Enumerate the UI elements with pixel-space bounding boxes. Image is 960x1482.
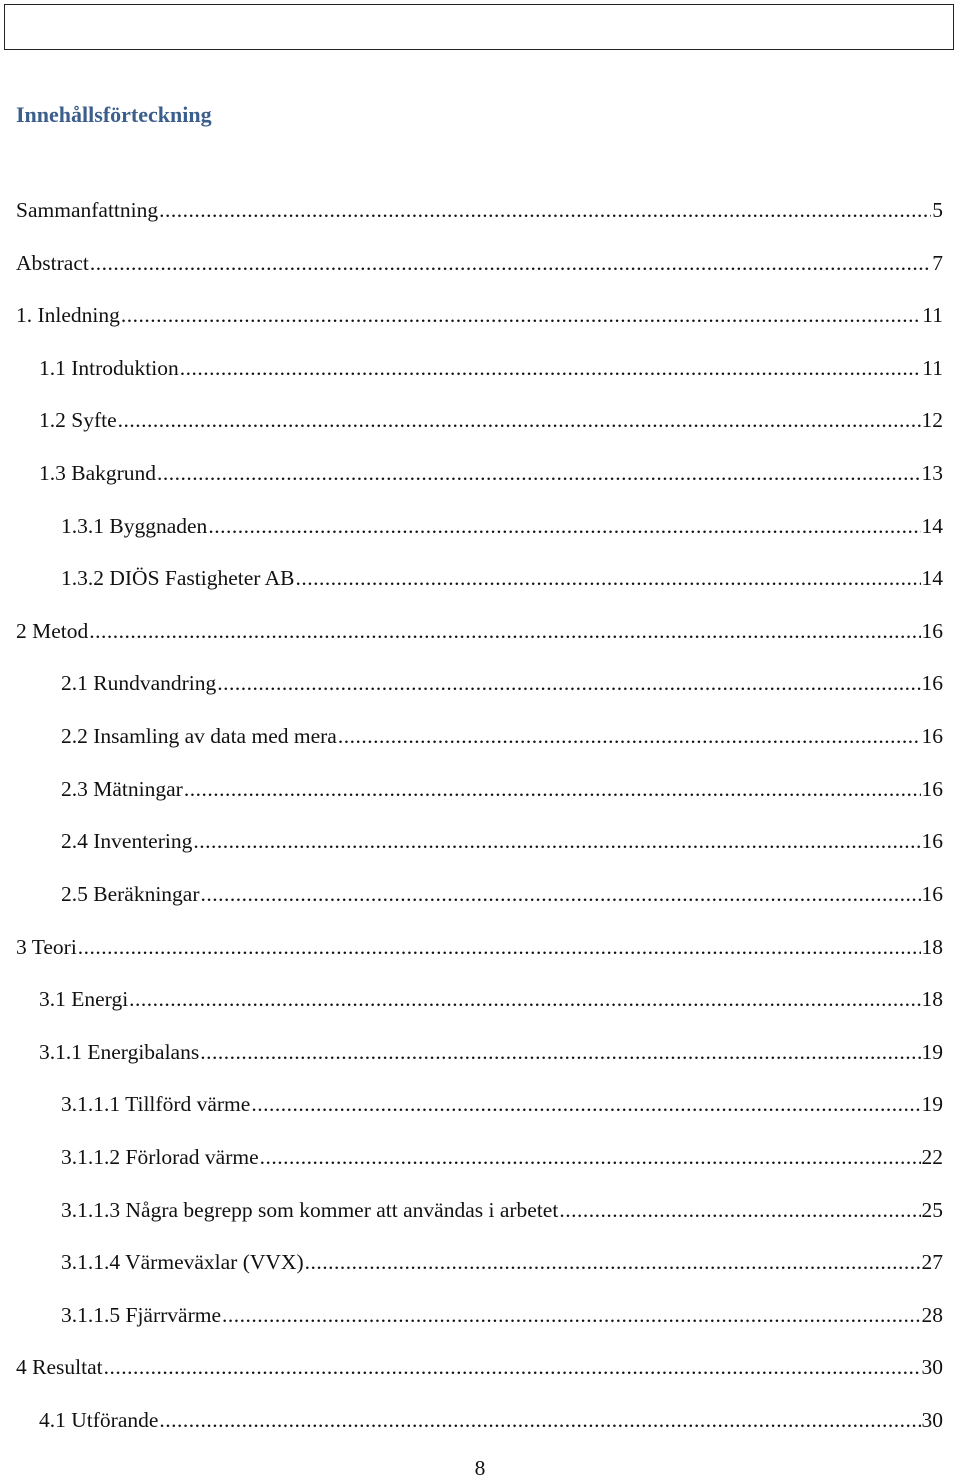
toc-entry-page: 30 [921,1408,943,1432]
toc-entry[interactable] [16,248,943,278]
toc-dot-leader [78,932,921,962]
toc-entry-page: 19 [921,1040,943,1064]
toc-dot-leader [260,1142,921,1172]
toc-entry[interactable] [61,721,943,751]
toc-entry-page: 28 [921,1303,943,1327]
toc-entry-label: 2.2 Insamling av data med mera [61,724,337,748]
toc-dot-leader [559,1195,920,1225]
toc-dot-leader [296,563,921,593]
toc-entry-label: Abstract [16,251,89,275]
toc-dot-leader [89,616,920,646]
toc-entry-label: 2.1 Rundvandring [61,671,217,695]
toc-entry-page: 30 [921,1355,943,1379]
toc-dot-leader [121,300,921,330]
toc-entry[interactable] [61,1142,943,1172]
toc-entry[interactable] [61,1247,943,1277]
toc-dot-leader [157,458,920,488]
toc-entry-page: 16 [921,882,943,906]
toc-dot-leader [201,879,921,909]
toc-entry-label: 1.1 Introduktion [39,356,179,380]
toc-entry[interactable] [61,774,943,804]
toc-dot-leader [200,1037,920,1067]
toc-entry-label: 1. Inledning [16,303,120,327]
toc-entry-page: 13 [921,461,943,485]
toc-entry-page: 22 [921,1145,943,1169]
toc-entry[interactable] [61,1195,943,1225]
toc-entry-label: 1.2 Syfte [39,408,117,432]
toc-dot-leader [184,774,921,804]
toc-entry[interactable] [16,1352,943,1382]
toc-dot-leader [118,405,921,435]
toc-entry-label: 1.3.2 DIÖS Fastigheter AB [61,566,295,590]
toc-entry[interactable] [16,932,943,962]
toc-entry-page: 11 [922,356,943,380]
toc-entry[interactable] [61,1089,943,1119]
toc-entry[interactable] [61,1300,943,1330]
toc-entry[interactable] [16,616,943,646]
toc-title: Innehållsförteckning [16,102,212,127]
toc-entry[interactable] [39,458,943,488]
toc-entry-page: 18 [921,987,943,1011]
toc-dot-leader [338,721,921,751]
toc-entry[interactable] [61,511,943,541]
toc-dot-leader [104,1352,921,1382]
toc-entry-label: 3.1.1.1 Tillförd värme [61,1092,251,1116]
toc-entry-label: 3.1 Energi [39,987,129,1011]
toc-entry-page: 16 [921,671,943,695]
toc-entry-label: 1.3 Bakgrund [39,461,157,485]
toc-entry-page: 18 [921,935,943,959]
toc-entry-page: 16 [921,777,943,801]
toc-entry[interactable] [39,1405,943,1435]
toc-dot-leader [193,826,920,856]
toc-dot-leader [208,511,920,541]
toc-entry-label: 3.1.1.5 Fjärrvärme [61,1303,222,1327]
toc-entry-label: 2.3 Mätningar [61,777,183,801]
toc-dot-leader [251,1089,920,1119]
toc-entry[interactable] [39,984,943,1014]
toc-entry[interactable] [16,300,943,330]
toc-entry-label: 3.1.1.3 Några begrepp som kommer att användas i arbetet [61,1198,559,1222]
toc-entry-page: 5 [932,198,943,222]
toc-entry-label: Sammanfattning [16,198,159,222]
toc-entry[interactable] [61,879,943,909]
toc-entry-page: 12 [921,408,943,432]
toc-entry-label: 2 Metod [16,619,89,643]
toc-entry-label: 3.1.1 Energibalans [39,1040,200,1064]
toc-dot-leader [180,353,922,383]
toc-entry-label: 3.1.1.4 Värmeväxlar (VVX) [61,1250,304,1274]
toc-entry-page: 19 [921,1092,943,1116]
page-number: 8 [474,1456,486,1480]
toc-entry-page: 7 [932,251,943,275]
toc-entry-label: 2.4 Inventering [61,829,193,853]
toc-entry[interactable] [39,405,943,435]
toc-entry-page: 16 [921,619,943,643]
toc-entry-page: 14 [921,566,943,590]
toc-entry-page: 16 [921,724,943,748]
toc-entry-label: 3.1.1.2 Förlorad värme [61,1145,259,1169]
toc-entry[interactable] [61,668,943,698]
toc-dot-leader [217,668,920,698]
toc-dot-leader [129,984,920,1014]
toc-entry-page: 11 [922,303,943,327]
toc-entry-label: 3 Teori [16,935,77,959]
toc-entry[interactable] [39,353,943,383]
page-header-box [4,4,954,50]
toc-dot-leader [159,195,931,225]
toc-dot-leader [159,1405,920,1435]
toc-dot-leader [305,1247,921,1277]
toc-entry[interactable] [61,563,943,593]
toc-entry-label: 2.5 Beräkningar [61,882,200,906]
toc-entry-page: 14 [921,514,943,538]
toc-entry[interactable] [39,1037,943,1067]
toc-entry[interactable] [61,826,943,856]
toc-entry[interactable] [16,195,943,225]
toc-entry-page: 25 [921,1198,943,1222]
toc-entry-page: 27 [921,1250,943,1274]
toc-entry-label: 4 Resultat [16,1355,103,1379]
toc-entry-label: 1.3.1 Byggnaden [61,514,208,538]
toc-dot-leader [90,248,931,278]
toc-entry-label: 4.1 Utförande [39,1408,159,1432]
toc-dot-leader [222,1300,920,1330]
toc-entry-page: 16 [921,829,943,853]
